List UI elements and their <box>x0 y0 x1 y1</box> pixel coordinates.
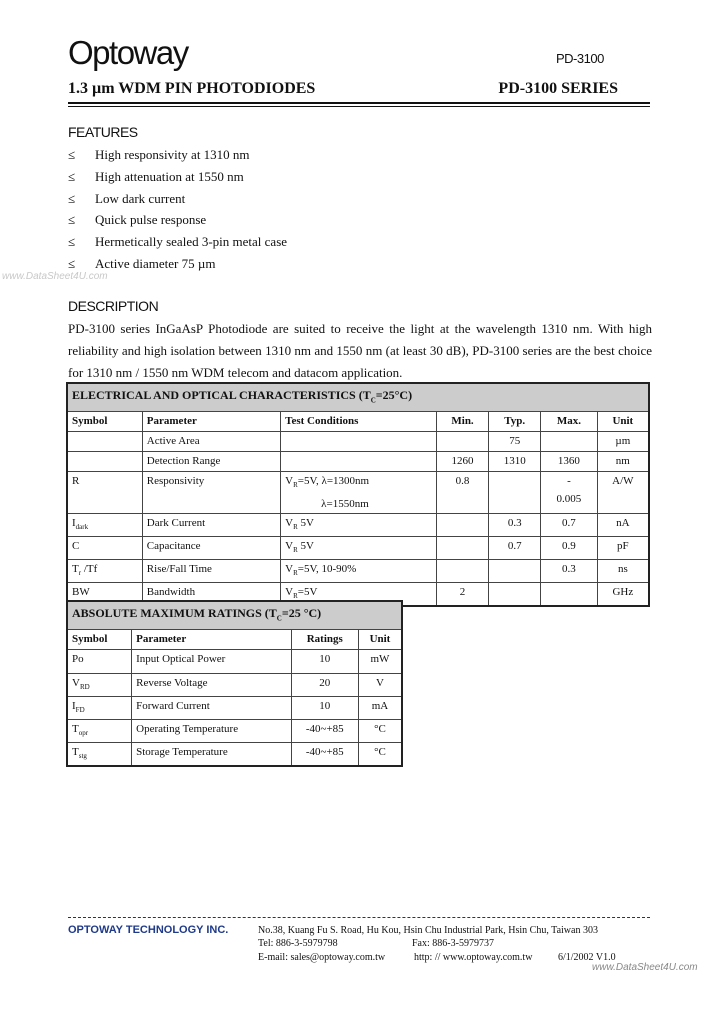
footer-email[interactable]: E-mail: sales@optoway.com.tw <box>258 952 386 963</box>
symbol-cell <box>67 452 142 472</box>
table-row <box>67 452 649 472</box>
feature-bullet-icon: ≤ <box>68 168 76 184</box>
document-title: 1.3 µm WDM PIN PHOTODIODES <box>68 80 316 97</box>
symbol-cell <box>67 743 132 767</box>
symbol-subscript: FD <box>75 705 85 714</box>
condition-cell <box>281 452 437 472</box>
rating-cell: 20 <box>291 673 358 696</box>
min-cell <box>436 513 488 536</box>
features-list <box>68 146 287 277</box>
feature-bullet-icon: ≤ <box>68 255 76 271</box>
table-row <box>67 719 402 742</box>
condition-text: V <box>285 516 294 529</box>
condition-rest: =5V <box>297 586 318 599</box>
table-row <box>67 432 649 452</box>
rating-cell: 10 <box>291 650 358 673</box>
condition-cell <box>281 536 437 559</box>
table-row <box>67 650 402 673</box>
electrical-header-cell: Parameter <box>142 412 280 432</box>
table-row <box>67 673 402 696</box>
series-title: PD-3100 SERIES <box>498 80 618 97</box>
parameter-cell: Reverse Voltage <box>132 673 292 696</box>
symbol-text: BW <box>72 586 90 599</box>
unit-cell: µm <box>597 432 649 452</box>
unit-cell: °C <box>358 719 402 742</box>
unit-cell: nA <box>597 513 649 536</box>
symbol-text: R <box>72 475 80 488</box>
electrical-header-cell: Min. <box>436 412 488 432</box>
max-value: 1360 <box>557 455 580 468</box>
parameter-cell: Rise/Fall Time <box>142 559 280 582</box>
symbol-cell <box>67 536 142 559</box>
feature-bullet-icon: ≤ <box>68 190 76 206</box>
header-rule-thick <box>68 102 650 104</box>
rating-cell: -40~+85 <box>291 743 358 767</box>
parameter-cell: Dark Current <box>142 513 280 536</box>
symbol-subscript: r <box>78 569 82 578</box>
condition-text: V <box>285 562 294 575</box>
absolute-header-cell: Ratings <box>291 630 358 650</box>
table-row <box>67 743 402 767</box>
condition-cell <box>281 513 437 536</box>
feature-bullet-icon: ≤ <box>68 234 76 250</box>
min-cell: 0.8 <box>436 472 488 513</box>
rating-cell: -40~+85 <box>291 719 358 742</box>
description-text: PD-3100 series InGaAsP Photodiode are suited to receive the light at the wavelength 1310 nm. With high reliability and high isolation between 1310 nm and 1550 nm (at least 30 dB), PD-3100 series are the best choice for 1310 nm / 1550 nm WDM telecom and datacom application. <box>68 321 652 380</box>
electrical-table-header <box>67 412 649 432</box>
symbol-text: T <box>72 746 79 759</box>
condition-line <box>285 514 432 536</box>
min-cell: 2 <box>436 583 488 607</box>
unit-cell: mW <box>358 650 402 673</box>
footer-company: OPTOWAY TECHNOLOGY INC. <box>68 924 229 936</box>
absolute-ratings-table <box>66 600 403 767</box>
symbol-cell <box>67 650 132 673</box>
electrical-header-cell: Typ. <box>489 412 541 432</box>
symbol-text: V <box>72 676 80 689</box>
table-row <box>67 559 649 582</box>
parameter-cell: Forward Current <box>132 696 292 719</box>
symbol-rest: /Tf <box>81 562 98 575</box>
condition-cell <box>281 559 437 582</box>
absolute-header-cell: Symbol <box>67 630 132 650</box>
model-number: PD-3100 <box>556 51 604 66</box>
unit-cell: nm <box>597 452 649 472</box>
condition-subscript: R <box>293 481 298 490</box>
feature-bullet-icon: ≤ <box>68 212 76 228</box>
electrical-header-cell: Unit <box>597 412 649 432</box>
feature-item <box>68 168 287 190</box>
rating-cell: 10 <box>291 696 358 719</box>
typ-cell <box>489 583 541 607</box>
table-row <box>67 472 649 513</box>
min-cell <box>436 559 488 582</box>
max-cell <box>541 559 598 582</box>
unit-cell: °C <box>358 743 402 767</box>
typ-cell: 0.3 <box>489 513 541 536</box>
description-heading: DESCRIPTION <box>68 298 159 314</box>
feature-text: Hermetically sealed 3-pin metal case <box>95 234 288 250</box>
condition-subscript: R <box>293 522 298 531</box>
condition-cell <box>281 472 437 513</box>
watermark-text: www.DataSheet4U.com <box>2 271 108 282</box>
max-value: - <box>567 475 571 488</box>
footer-rule <box>68 917 650 918</box>
absolute-header-cell: Unit <box>358 630 402 650</box>
symbol-cell <box>67 696 132 719</box>
absolute-table-title: ABSOLUTE MAXIMUM RATINGS ($T_C=25$ °C) <box>67 601 402 630</box>
feature-bullet-icon: ≤ <box>68 147 76 162</box>
feature-item <box>68 211 287 233</box>
feature-text: Quick pulse response <box>95 212 207 228</box>
absolute-header-cell: Parameter <box>132 630 292 650</box>
company-logo: Optoway <box>68 34 188 71</box>
header-rule-thin <box>68 106 650 107</box>
feature-text: High responsivity at 1310 nm <box>95 147 250 162</box>
footer-fax: Fax: 886-3-5979737 <box>412 938 494 949</box>
max-value: 0.9 <box>562 539 576 552</box>
condition-rest: 5V <box>297 516 314 529</box>
symbol-cell <box>67 673 132 696</box>
max-cell <box>541 432 598 452</box>
typ-cell: 1310 <box>489 452 541 472</box>
condition-text: V <box>285 475 294 488</box>
max-value-2: 0.005 <box>556 493 582 506</box>
symbol-cell <box>67 472 142 513</box>
condition-text: V <box>285 586 294 599</box>
unit-cell: V <box>358 673 402 696</box>
table-row <box>67 536 649 559</box>
unit-cell: mA <box>358 696 402 719</box>
symbol-subscript: stg <box>78 752 87 761</box>
condition-text: V <box>285 539 294 552</box>
feature-item <box>68 190 287 212</box>
condition-line <box>285 560 432 582</box>
max-cell <box>541 583 598 607</box>
absolute-table-header <box>67 630 402 650</box>
symbol-text: T <box>72 722 79 735</box>
unit-cell: GHz <box>597 583 649 607</box>
condition-subscript: R <box>293 545 298 554</box>
parameter-cell: Storage Temperature <box>132 743 292 767</box>
typ-cell: 0.7 <box>489 536 541 559</box>
min-cell <box>436 536 488 559</box>
electrical-characteristics-table <box>66 382 650 607</box>
footer-version: 6/1/2002 V1.0 <box>558 952 616 963</box>
symbol-cell <box>67 513 142 536</box>
footer-website[interactable]: http: // www.optoway.com.tw <box>414 952 533 963</box>
condition-rest: 5V <box>297 539 314 552</box>
symbol-cell <box>67 559 142 582</box>
max-cell <box>541 452 598 472</box>
condition-subscript: R <box>293 592 298 601</box>
condition-line-2: λ=1550nm <box>321 497 369 510</box>
footer-address: No.38, Kuang Fu S. Road, Hu Kou, Hsin Chu Industrial Park, Hsin Chu, Taiwan 303 <box>258 925 598 936</box>
typ-cell <box>489 559 541 582</box>
parameter-cell: Capacitance <box>142 536 280 559</box>
symbol-text: I <box>72 699 76 712</box>
max-value: 0.3 <box>562 562 576 575</box>
footer-tel: Tel: 886-3-5979798 <box>258 938 338 949</box>
max-cell <box>541 536 598 559</box>
condition-rest: =5V, 10-90% <box>297 562 357 575</box>
electrical-header-cell: Symbol <box>67 412 142 432</box>
min-cell: 1260 <box>436 452 488 472</box>
feature-text: High attenuation at 1550 nm <box>95 168 244 184</box>
condition-line <box>285 537 432 559</box>
typ-cell <box>489 472 541 513</box>
symbol-text: T <box>72 562 79 575</box>
symbol-text: Po <box>72 653 84 666</box>
feature-text: Low dark current <box>95 190 186 206</box>
min-cell <box>436 432 488 452</box>
typ-cell: 75 <box>489 432 541 452</box>
condition-line <box>285 472 432 494</box>
feature-item <box>68 233 287 255</box>
max-cell <box>541 513 598 536</box>
unit-cell: ns <box>597 559 649 582</box>
feature-text: Active diameter 75 µm <box>95 255 216 271</box>
symbol-cell <box>67 719 132 742</box>
symbol-subscript: opr <box>78 729 89 738</box>
table-row <box>67 696 402 719</box>
symbol-subscript: RD <box>79 682 90 691</box>
max-value: 0.7 <box>562 516 576 529</box>
unit-cell: A/W <box>597 472 649 513</box>
parameter-cell: Detection Range <box>142 452 280 472</box>
parameter-cell: Operating Temperature <box>132 719 292 742</box>
condition-rest: =5V, λ=1300nm <box>297 475 370 488</box>
condition-cell <box>281 432 437 452</box>
parameter-cell: Responsivity <box>142 472 280 513</box>
parameter-cell: Bandwidth <box>142 583 280 607</box>
symbol-cell <box>67 432 142 452</box>
electrical-header-cell: Max. <box>541 412 598 432</box>
electrical-table-title: ELECTRICAL AND OPTICAL CHARACTERISTICS $(T_C=25^\circ C)$ <box>67 383 649 412</box>
electrical-header-cell: Test Conditions <box>281 412 437 432</box>
symbol-text: C <box>72 539 80 552</box>
symbol-subscript: dark <box>75 522 89 531</box>
symbol-text: I <box>72 516 76 529</box>
footer-watermark: www.DataSheet4U.com <box>592 962 698 973</box>
features-heading: FEATURES <box>68 124 138 140</box>
condition-subscript: R <box>293 569 298 578</box>
table-row <box>67 513 649 536</box>
parameter-cell: Active Area <box>142 432 280 452</box>
feature-item <box>68 146 287 168</box>
unit-cell: pF <box>597 536 649 559</box>
parameter-cell: Input Optical Power <box>132 650 292 673</box>
max-cell <box>541 472 598 513</box>
